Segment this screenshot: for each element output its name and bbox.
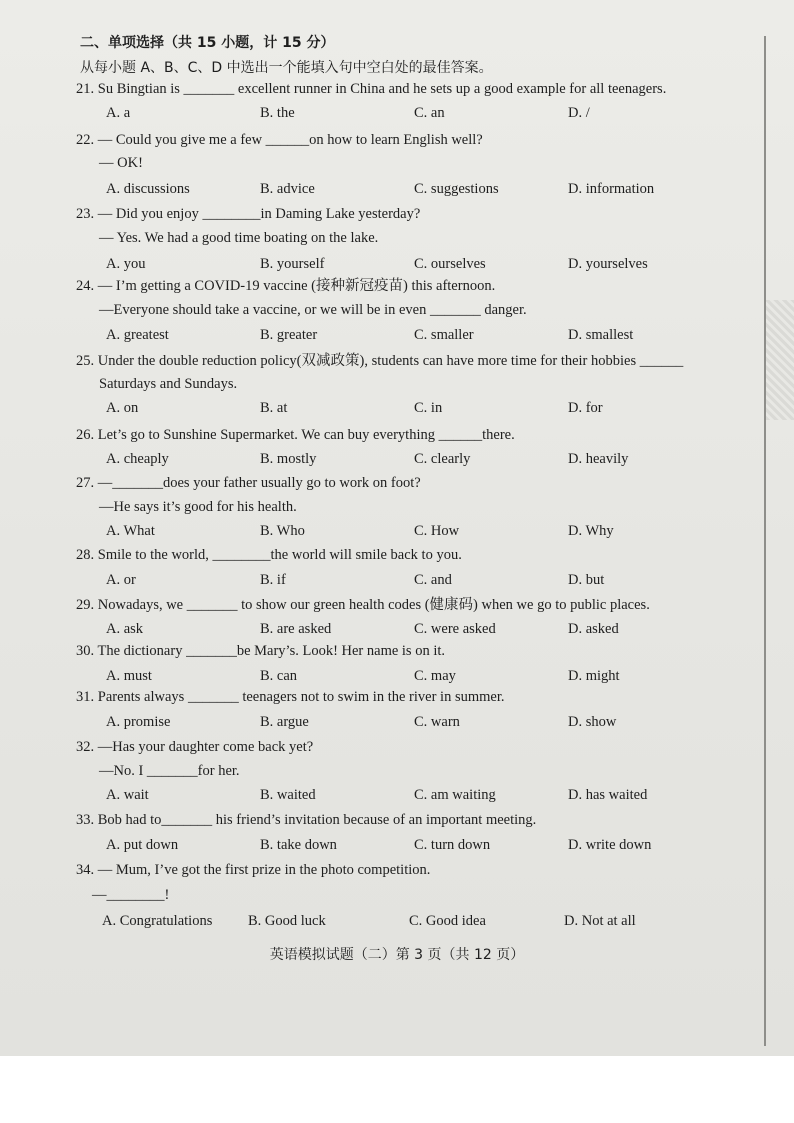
question-32-reply: —No. I _______for her.: [99, 763, 240, 779]
question-25-options: [106, 399, 756, 417]
option-b: B. Good luck: [248, 913, 326, 929]
section-instruction: 从每小题 A、B、C、D 中选出一个能填入句中空白处的最佳答案。: [80, 60, 493, 76]
question-31-stem: 31. Parents always _______ teenagers not to swim in the river in summer.: [76, 689, 505, 705]
question-34-options: [102, 912, 752, 930]
option-b: B. the: [260, 105, 295, 121]
option-d: D. but: [568, 572, 605, 588]
question-23-stem: 23. — Did you enjoy ________in Daming Lake yesterday?: [76, 206, 421, 222]
option-d: D. might: [568, 668, 620, 684]
question-32-options: [106, 786, 756, 804]
option-c: C. turn down: [414, 837, 491, 853]
option-c: C. smaller: [414, 327, 474, 343]
question-25-stem: 25. Under the double reduction policy(双减政策), students can have more time for their hobbies ______: [76, 353, 684, 369]
option-b: B. advice: [260, 181, 315, 197]
question-22-stem: 22. — Could you give me a few ______on how to learn English well?: [76, 132, 483, 148]
option-a: A. cheaply: [106, 451, 169, 467]
question-31-options: [106, 713, 756, 731]
option-b: B. can: [260, 668, 298, 684]
option-c: C. in: [414, 400, 443, 416]
question-29-stem: 29. Nowadays, we _______ to show our green health codes (健康码) when we go to public places.: [76, 597, 650, 613]
question-27-stem: 27. —_______does your father usually go to work on foot?: [76, 475, 421, 491]
option-d: D. for: [568, 400, 603, 416]
question-27-reply: —He says it’s good for his health.: [99, 499, 297, 515]
option-a: A. greatest: [106, 327, 169, 343]
option-c: C. Good idea: [409, 913, 486, 929]
question-24-stem: 24. — I’m getting a COVID-19 vaccine (接种新冠疫苗) this afternoon.: [76, 278, 496, 294]
option-d: D. yourselves: [568, 256, 648, 272]
option-d: D. Not at all: [564, 913, 636, 929]
option-a: A. wait: [106, 787, 149, 803]
option-d: D. write down: [568, 837, 652, 853]
option-d: D. Why: [568, 523, 614, 539]
option-c: C. suggestions: [414, 181, 499, 197]
question-33-stem: 33. Bob had to_______ his friend’s invitation because of an important meeting.: [76, 812, 537, 828]
option-d: D. information: [568, 181, 655, 197]
option-b: B. yourself: [260, 256, 325, 272]
question-33-options: [106, 836, 756, 854]
option-d: D. asked: [568, 621, 619, 637]
option-b: B. argue: [260, 714, 309, 730]
option-a: A. What: [106, 523, 155, 539]
option-b: B. greater: [260, 327, 318, 343]
option-d: D. smallest: [568, 327, 634, 343]
option-b: B. if: [260, 572, 286, 588]
option-c: C. How: [414, 523, 460, 539]
question-28-options: [106, 571, 756, 589]
option-a: A. on: [106, 400, 139, 416]
option-a: A. you: [106, 256, 146, 272]
option-b: B. are asked: [260, 621, 332, 637]
page-footer: 英语模拟试题（二）第 3 页（共 12 页）: [269, 947, 525, 963]
option-a: A. Congratulations: [102, 913, 213, 929]
option-a: A. ask: [106, 621, 144, 637]
question-23-reply: — Yes. We had a good time boating on the lake.: [99, 230, 379, 246]
option-b: B. take down: [260, 837, 337, 853]
option-b: B. waited: [260, 787, 316, 803]
option-d: D. show: [568, 714, 617, 730]
option-b: B. mostly: [260, 451, 317, 467]
question-26-options: [106, 450, 756, 468]
option-d: D. heavily: [568, 451, 629, 467]
option-a: A. must: [106, 668, 152, 684]
option-a: A. put down: [106, 837, 179, 853]
question-24-reply: —Everyone should take a vaccine, or we will be in even _______ danger.: [99, 302, 527, 318]
question-25-stem-cont: Saturdays and Sundays.: [99, 376, 238, 392]
question-23-options: [106, 255, 756, 273]
option-c: C. may: [414, 668, 456, 684]
option-c: C. ourselves: [414, 256, 486, 272]
question-34-stem: 34. — Mum, I’ve got the first prize in the photo competition.: [76, 862, 431, 878]
question-22-reply: — OK!: [99, 155, 143, 171]
question-26-stem: 26. Let’s go to Sunshine Supermarket. We can buy everything ______there.: [76, 427, 515, 443]
question-32-stem: 32. —Has your daughter come back yet?: [76, 739, 314, 755]
option-c: C. am waiting: [414, 787, 496, 803]
question-30-stem: 30. The dictionary _______be Mary’s. Look! Her name is on it.: [76, 643, 446, 659]
option-c: C. were asked: [414, 621, 496, 637]
option-c: C. and: [414, 572, 452, 588]
option-a: A. a: [106, 105, 131, 121]
option-b: B. at: [260, 400, 288, 416]
question-28-stem: 28. Smile to the world, ________the world will smile back to you.: [76, 547, 462, 563]
question-29-options: [106, 620, 756, 638]
option-a: A. promise: [106, 714, 171, 730]
option-a: A. discussions: [106, 181, 190, 197]
question-27-options: [106, 522, 756, 540]
question-30-options: [106, 667, 756, 685]
option-c: C. warn: [414, 714, 460, 730]
question-24-options: [106, 326, 756, 344]
question-21-stem: 21. Su Bingtian is _______ excellent runner in China and he sets up a good example for all teenagers.: [76, 81, 667, 97]
option-a: A. or: [106, 572, 136, 588]
question-21-options: [106, 104, 756, 122]
option-c: C. an: [414, 105, 445, 121]
section-title: 二、单项选择（共 15 小题，计 15 分）: [80, 35, 335, 51]
option-d: D. has waited: [568, 787, 648, 803]
question-22-options: [106, 180, 756, 198]
question-34-reply: —________!: [92, 887, 170, 903]
option-d: D. /: [568, 105, 590, 121]
option-c: C. clearly: [414, 451, 471, 467]
option-b: B. Who: [260, 523, 305, 539]
